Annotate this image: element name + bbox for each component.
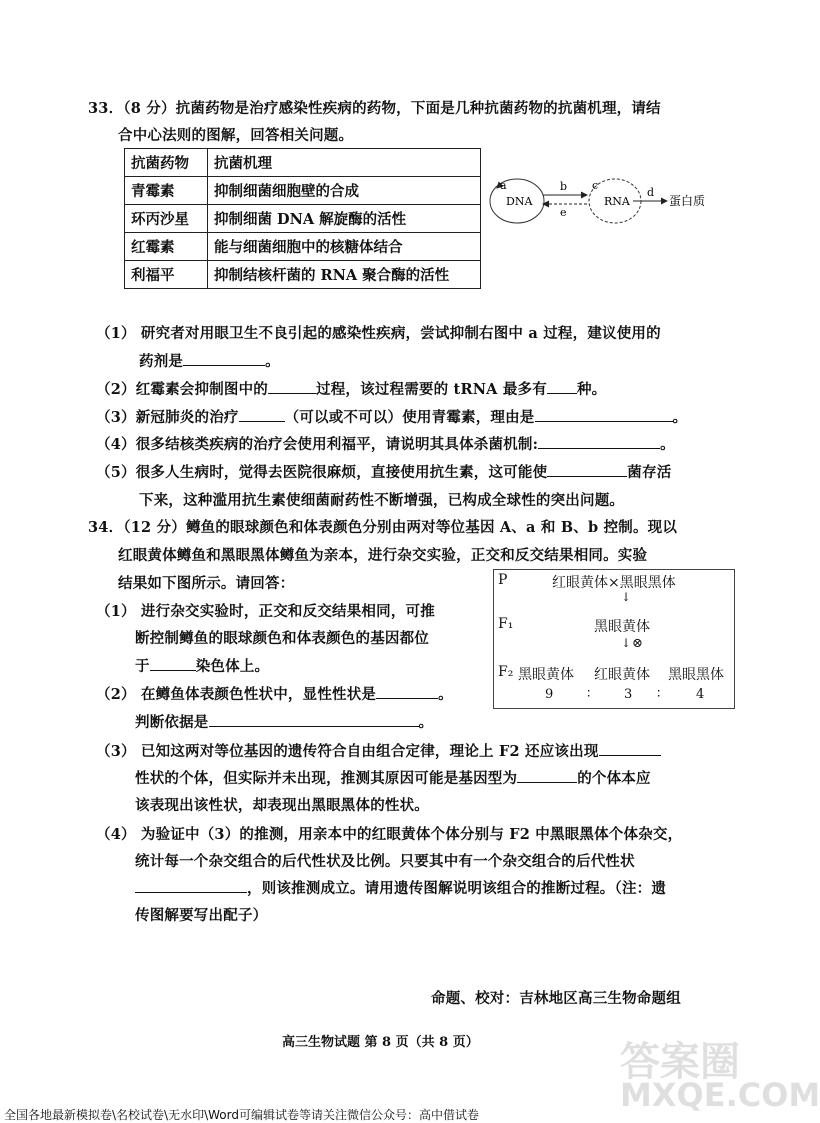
q33-sub1-line2 <box>139 350 280 371</box>
antibiotic-table <box>124 148 481 289</box>
text: ，则该推测成立。请用遗传图解说明该组合的推断过程。（注：遗 <box>247 880 667 897</box>
answer-blank[interactable] <box>535 407 673 422</box>
bottom-note: 全国各地最新模拟卷\名校试卷\无水印\Word可编辑试卷等请关注微信公众号：高中借试卷 <box>4 1108 479 1122</box>
ratio-separator: ∶ <box>657 687 661 702</box>
label-e: e <box>560 206 567 219</box>
down-arrow-icon: ↓ <box>621 636 632 650</box>
f1-label: F₁ <box>498 616 514 632</box>
q34-sub1-line2: 断控制鳟鱼的眼球颜色和体表颜色的基因都位 <box>135 630 429 647</box>
table-header-cell: 抗菌药物 <box>125 149 208 177</box>
table-header-row <box>125 149 481 177</box>
text: 菌存活 <box>627 464 672 481</box>
q33-sub5-line2: 下来，这种滥用抗生素使细菌耐药性不断增强，已构成全球性的突出问题。 <box>139 492 625 509</box>
table-row <box>125 205 481 233</box>
q33-title-line1: 33．（8 分）抗菌药物是治疗感染性疾病的药物，下面是几种抗菌药物的抗菌机理，请结 <box>88 100 661 117</box>
q33-sub4 <box>96 433 675 454</box>
text: （5）很多人生病时，觉得去医院很麻烦，直接使用抗生素，这可能使 <box>96 464 548 481</box>
cross-diagram-box <box>493 569 735 709</box>
text: 过程，该过程需要的 tRNA 最多有 <box>316 381 547 398</box>
table-row <box>125 233 481 261</box>
text: 。 <box>418 714 434 731</box>
q34-sub3-line2 <box>135 767 651 788</box>
table-cell: 能与细菌细胞中的核糖体结合 <box>208 233 481 261</box>
q34-line1: 34．（12 分）鳟鱼的眼球颜色和体表颜色分别由两对等位基因 A、a 和 B、b 控制。现以 <box>88 519 678 536</box>
answer-blank[interactable] <box>209 712 419 727</box>
table-cell: 青霉素 <box>125 177 208 205</box>
page-footer: 高三生物试题 第 8 页（共 8 页） <box>282 1035 479 1050</box>
selfing-icon: ⊗ <box>632 636 643 651</box>
f2-label: F₂ <box>498 664 514 680</box>
dna-label: DNA <box>506 195 533 208</box>
f2-phenotype: 红眼黄体 <box>594 667 650 683</box>
ratio-value: 4 <box>696 687 705 702</box>
answer-blank[interactable] <box>135 878 247 893</box>
f2-phenotype: 黑眼黑体 <box>668 667 724 683</box>
text: （2）红霉素会抑制图中的 <box>96 381 268 398</box>
ratio-value: 3 <box>624 687 633 702</box>
watermark-logo: 答案圈 <box>620 1039 740 1085</box>
q34-sub4-line2: 统计每一个杂交组合的后代性状及比例。只要其中有一个杂交组合的后代性状 <box>135 853 635 870</box>
text: 染色体上。 <box>195 658 270 675</box>
central-dogma-diagram <box>487 168 717 238</box>
answer-blank[interactable] <box>547 379 577 394</box>
table-row <box>125 261 481 289</box>
text: （3） 已知这两对等位基因的遗传符合自由组合定律，理论上 F2 还应该出现 <box>96 743 599 760</box>
text: 性状的个体，但实际并未出现，推测其原因可能是基因型为 <box>135 770 518 787</box>
text: 。 <box>265 353 280 370</box>
table-cell: 抑制细菌细胞壁的合成 <box>208 177 481 205</box>
text: 。 <box>438 686 453 703</box>
q34-sub1-line3 <box>135 655 269 676</box>
text: 。 <box>660 436 675 453</box>
q33-sub2 <box>96 378 606 399</box>
rna-label: RNA <box>604 195 630 208</box>
ratio-value: 9 <box>545 687 554 702</box>
label-d: d <box>647 186 655 199</box>
credit-line: 命题、校对：吉林地区高三生物命题组 <box>431 990 681 1007</box>
q33-sub3 <box>96 406 687 427</box>
text: 判断依据是 <box>135 714 209 731</box>
f2-phenotype: 黑眼黄体 <box>518 667 574 683</box>
answer-blank[interactable] <box>376 684 438 699</box>
q34-line3: 结果如下图所示。请回答： <box>118 575 295 592</box>
answer-blank[interactable] <box>183 351 265 366</box>
answer-blank[interactable] <box>239 407 285 422</box>
f1-phenotype: 黑眼黄体 <box>594 619 650 635</box>
ratio-separator: ∶ <box>587 687 591 702</box>
answer-blank[interactable] <box>538 434 660 449</box>
q34-sub4-line1: （4） 为验证中（3）的推测，用亲本中的红眼黄体个体分别与 F2 中黑眼黑体个体杂交， <box>96 826 683 843</box>
table-cell: 利福平 <box>125 261 208 289</box>
label-c: c <box>592 179 599 192</box>
q33-title-line2: 合中心法则的图解，回答相关问题。 <box>118 127 354 144</box>
text: 药剂是 <box>139 353 184 370</box>
answer-blank[interactable] <box>599 741 661 756</box>
answer-blank[interactable] <box>268 379 316 394</box>
answer-blank[interactable] <box>517 768 577 783</box>
parent-cross: 红眼黄体×黑眼黑体 <box>552 575 676 591</box>
table-row <box>125 177 481 205</box>
table-cell: 环丙沙星 <box>125 205 208 233</box>
text: （2） 在鳟鱼体表颜色性状中，显性性状是 <box>96 686 377 703</box>
q33-sub1-line1: （1） 研究者对用眼卫生不良引起的感染性疾病，尝试抑制右图中 a 过程，建议使用的 <box>96 325 661 342</box>
text: 于 <box>135 658 150 675</box>
answer-blank[interactable] <box>547 462 627 477</box>
text: 的个体本应 <box>577 770 651 787</box>
down-arrow-icon: ↓ <box>621 590 632 604</box>
answer-blank[interactable] <box>150 656 196 671</box>
protein-label: 蛋白质 <box>669 194 706 208</box>
q34-sub3-line3: 该表现出该性状，却表现出黑眼黑体的性状。 <box>135 797 429 814</box>
q34-sub3-line1 <box>96 740 661 761</box>
q33-sub5-line1 <box>96 461 671 482</box>
text: （3）新冠肺炎的治疗 <box>96 409 239 426</box>
q34-sub4-line3 <box>135 877 666 898</box>
label-a: a <box>500 179 507 192</box>
q34-line2: 红眼黄体鳟鱼和黑眼黑体鳟鱼为亲本，进行杂交实验，正交和反交结果相同。实验 <box>118 547 648 564</box>
text: （4）很多结核类疾病的治疗会使用利福平，请说明其具体杀菌机制: <box>96 436 539 453</box>
text: （可以或不可以）使用青霉素，理由是 <box>284 409 535 426</box>
p-label: P <box>498 572 508 588</box>
q34-sub2-line2 <box>135 711 433 732</box>
table-header-cell: 抗菌机理 <box>208 149 481 177</box>
q34-sub1-line1: （1） 进行杂交实验时，正交和反交结果相同，可推 <box>96 603 435 620</box>
q34-sub2-line1 <box>96 683 453 704</box>
q34-sub4-line4: 传图解要写出配子） <box>135 907 268 924</box>
table-cell: 红霉素 <box>125 233 208 261</box>
table-cell: 抑制细菌 DNA 解旋酶的活性 <box>208 205 481 233</box>
label-b: b <box>560 180 568 193</box>
watermark-url: MXQE.COM <box>620 1076 820 1114</box>
text: 。 <box>672 409 688 426</box>
text: 种。 <box>576 381 607 398</box>
table-cell: 抑制结核杆菌的 RNA 聚合酶的活性 <box>208 261 481 289</box>
